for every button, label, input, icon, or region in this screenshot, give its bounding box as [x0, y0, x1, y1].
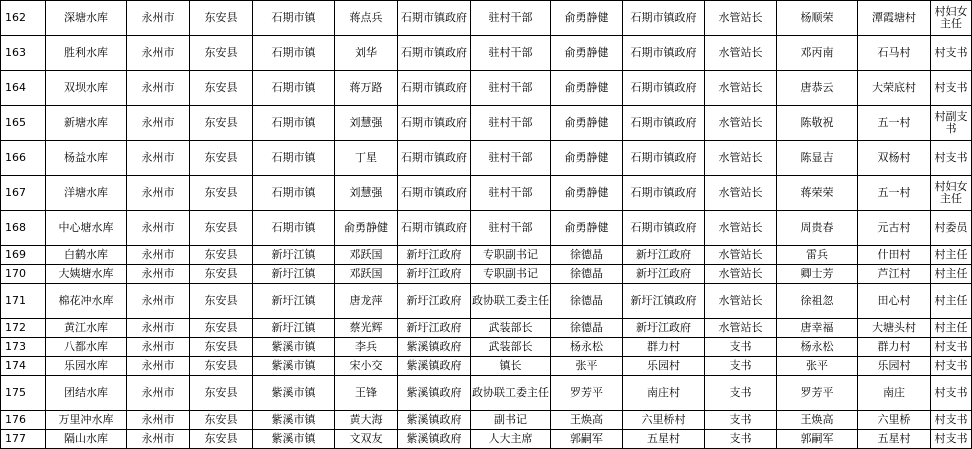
person-position-cell: 驻村干部 — [471, 176, 551, 211]
reservoir-name-cell: 黄江水库 — [46, 319, 127, 338]
responsible-person-cell: 俞勇静健 — [335, 211, 398, 246]
row-number-cell: 175 — [1, 376, 46, 411]
city-cell: 永州市 — [127, 265, 190, 284]
tech-unit-cell: 石期市镇政府 — [623, 36, 705, 71]
responsible-person-cell: 文双友 — [335, 430, 398, 449]
row-number-cell: 168 — [1, 211, 46, 246]
manager-position-cell: 支书 — [705, 338, 777, 357]
manager-position-cell: 水管站长 — [705, 265, 777, 284]
manager-position-cell: 水管站长 — [705, 1, 777, 36]
county-cell: 东安县 — [190, 176, 253, 211]
tech-lead-cell: 徐德晶 — [551, 284, 623, 319]
table-row — [1, 246, 972, 265]
patrol-person-cell: 郭嗣军 — [777, 430, 858, 449]
town-cell: 紫溪市镇 — [253, 411, 335, 430]
tech-lead-cell: 俞勇静健 — [551, 141, 623, 176]
tech-unit-cell: 南庄村 — [623, 376, 705, 411]
tech-unit-cell: 乐园村 — [623, 357, 705, 376]
village-cell: 石马村 — [858, 36, 931, 71]
county-cell: 东安县 — [190, 36, 253, 71]
village-cell: 什田村 — [858, 246, 931, 265]
manager-position-cell: 水管站长 — [705, 141, 777, 176]
person-unit-cell: 石期市镇政府 — [398, 141, 471, 176]
table-row — [1, 36, 972, 71]
manager-position-cell: 水管站长 — [705, 106, 777, 141]
town-cell: 新圩江镇 — [253, 246, 335, 265]
reservoir-name-cell: 乐园水库 — [46, 357, 127, 376]
person-unit-cell: 紫溪镇政府 — [398, 376, 471, 411]
tech-lead-cell: 张平 — [551, 357, 623, 376]
responsible-person-cell: 蔡光辉 — [335, 319, 398, 338]
reservoir-name-cell: 双坝水库 — [46, 71, 127, 106]
manager-position-cell: 支书 — [705, 376, 777, 411]
person-position-cell: 驻村干部 — [471, 36, 551, 71]
town-cell: 石期市镇 — [253, 176, 335, 211]
responsible-person-cell: 丁星 — [335, 141, 398, 176]
town-cell: 紫溪市镇 — [253, 430, 335, 449]
responsible-person-cell: 宋小交 — [335, 357, 398, 376]
patrol-person-cell: 卿士芳 — [777, 265, 858, 284]
row-number-cell: 162 — [1, 1, 46, 36]
table-row — [1, 106, 972, 141]
county-cell: 东安县 — [190, 265, 253, 284]
tech-lead-cell: 徐德晶 — [551, 265, 623, 284]
tech-unit-cell: 石期市镇政府 — [623, 176, 705, 211]
patrol-person-cell: 邓丙南 — [777, 36, 858, 71]
tech-unit-cell: 群力村 — [623, 338, 705, 357]
tech-lead-cell: 郭嗣军 — [551, 430, 623, 449]
city-cell: 永州市 — [127, 176, 190, 211]
tech-lead-cell: 俞勇静健 — [551, 211, 623, 246]
reservoir-name-cell: 杨益水库 — [46, 141, 127, 176]
town-cell: 紫溪市镇 — [253, 376, 335, 411]
town-cell: 新圩江镇 — [253, 284, 335, 319]
tech-lead-cell: 徐德晶 — [551, 319, 623, 338]
person-position-cell: 驻村干部 — [471, 141, 551, 176]
table-row — [1, 357, 972, 376]
person-unit-cell: 新圩江政府 — [398, 284, 471, 319]
patrol-person-cell: 周贵春 — [777, 211, 858, 246]
city-cell: 永州市 — [127, 71, 190, 106]
patrol-position-cell: 村主任 — [931, 265, 972, 284]
responsible-person-cell: 邓跃国 — [335, 246, 398, 265]
person-unit-cell: 石期市镇政府 — [398, 71, 471, 106]
person-position-cell: 驻村干部 — [471, 71, 551, 106]
responsible-person-cell: 李兵 — [335, 338, 398, 357]
responsible-person-cell: 黄大海 — [335, 411, 398, 430]
reservoir-name-cell: 隔山水库 — [46, 430, 127, 449]
city-cell: 永州市 — [127, 246, 190, 265]
manager-position-cell: 支书 — [705, 430, 777, 449]
city-cell: 永州市 — [127, 106, 190, 141]
patrol-person-cell: 杨永松 — [777, 338, 858, 357]
county-cell: 东安县 — [190, 376, 253, 411]
city-cell: 永州市 — [127, 430, 190, 449]
reservoir-name-cell: 八都水库 — [46, 338, 127, 357]
patrol-person-cell: 蒋荣荣 — [777, 176, 858, 211]
table-row — [1, 430, 972, 449]
responsible-person-cell: 刘华 — [335, 36, 398, 71]
person-position-cell: 副书记 — [471, 411, 551, 430]
row-number-cell: 169 — [1, 246, 46, 265]
city-cell: 永州市 — [127, 319, 190, 338]
patrol-person-cell: 唐恭云 — [777, 71, 858, 106]
person-unit-cell: 石期市镇政府 — [398, 211, 471, 246]
patrol-position-cell: 村支书 — [931, 376, 972, 411]
manager-position-cell: 水管站长 — [705, 284, 777, 319]
city-cell: 永州市 — [127, 1, 190, 36]
manager-position-cell: 水管站长 — [705, 319, 777, 338]
table-row — [1, 411, 972, 430]
row-number-cell: 164 — [1, 71, 46, 106]
table-row — [1, 71, 972, 106]
town-cell: 新圩江镇 — [253, 319, 335, 338]
tech-unit-cell: 石期市镇政府 — [623, 211, 705, 246]
tech-unit-cell: 石期市镇政府 — [623, 71, 705, 106]
table-row — [1, 176, 972, 211]
responsible-person-cell: 蒋点兵 — [335, 1, 398, 36]
village-cell: 六里桥 — [858, 411, 931, 430]
row-number-cell: 170 — [1, 265, 46, 284]
village-cell: 乐园村 — [858, 357, 931, 376]
person-unit-cell: 紫溪镇政府 — [398, 430, 471, 449]
responsible-person-cell: 王锋 — [335, 376, 398, 411]
manager-position-cell: 支书 — [705, 411, 777, 430]
manager-position-cell: 水管站长 — [705, 246, 777, 265]
row-number-cell: 163 — [1, 36, 46, 71]
town-cell: 石期市镇 — [253, 141, 335, 176]
county-cell: 东安县 — [190, 357, 253, 376]
person-position-cell: 专职副书记 — [471, 265, 551, 284]
responsible-person-cell: 蒋万路 — [335, 71, 398, 106]
person-unit-cell: 紫溪镇政府 — [398, 357, 471, 376]
county-cell: 东安县 — [190, 106, 253, 141]
tech-lead-cell: 杨永松 — [551, 338, 623, 357]
manager-position-cell: 水管站长 — [705, 36, 777, 71]
village-cell: 南庄 — [858, 376, 931, 411]
reservoir-name-cell: 棉花冲水库 — [46, 284, 127, 319]
city-cell: 永州市 — [127, 284, 190, 319]
patrol-position-cell: 村妇女主任 — [931, 176, 972, 211]
table-row — [1, 319, 972, 338]
person-unit-cell: 石期市镇政府 — [398, 106, 471, 141]
village-cell: 五一村 — [858, 176, 931, 211]
tech-lead-cell: 俞勇静健 — [551, 1, 623, 36]
patrol-position-cell: 村支书 — [931, 338, 972, 357]
tech-lead-cell: 俞勇静健 — [551, 106, 623, 141]
table-row — [1, 1, 972, 36]
tech-lead-cell: 俞勇静健 — [551, 176, 623, 211]
reservoir-name-cell: 白鹤水库 — [46, 246, 127, 265]
town-cell: 石期市镇 — [253, 211, 335, 246]
row-number-cell: 167 — [1, 176, 46, 211]
village-cell: 群力村 — [858, 338, 931, 357]
person-position-cell: 镇长 — [471, 357, 551, 376]
reservoir-name-cell: 深塘水库 — [46, 1, 127, 36]
person-position-cell: 政协联工委主任 — [471, 376, 551, 411]
village-cell: 田心村 — [858, 284, 931, 319]
city-cell: 永州市 — [127, 411, 190, 430]
town-cell: 新圩江镇 — [253, 265, 335, 284]
patrol-position-cell: 村支书 — [931, 411, 972, 430]
patrol-position-cell: 村委员 — [931, 211, 972, 246]
manager-position-cell: 水管站长 — [705, 211, 777, 246]
row-number-cell: 165 — [1, 106, 46, 141]
village-cell: 大荣底村 — [858, 71, 931, 106]
patrol-person-cell: 罗芳平 — [777, 376, 858, 411]
patrol-person-cell: 陈敬祝 — [777, 106, 858, 141]
village-cell: 五星村 — [858, 430, 931, 449]
tech-unit-cell: 石期市镇政府 — [623, 141, 705, 176]
patrol-person-cell: 杨顺荣 — [777, 1, 858, 36]
person-position-cell: 驻村干部 — [471, 106, 551, 141]
tech-unit-cell: 六里桥村 — [623, 411, 705, 430]
patrol-person-cell: 陈显吉 — [777, 141, 858, 176]
patrol-position-cell: 村支书 — [931, 71, 972, 106]
manager-position-cell: 水管站长 — [705, 176, 777, 211]
person-position-cell: 武装部长 — [471, 319, 551, 338]
tech-lead-cell: 俞勇静健 — [551, 71, 623, 106]
tech-lead-cell: 俞勇静健 — [551, 36, 623, 71]
county-cell: 东安县 — [190, 141, 253, 176]
table-row — [1, 211, 972, 246]
patrol-position-cell: 村主任 — [931, 284, 972, 319]
row-number-cell: 171 — [1, 284, 46, 319]
patrol-person-cell: 雷兵 — [777, 246, 858, 265]
table-row — [1, 338, 972, 357]
city-cell: 永州市 — [127, 36, 190, 71]
reservoir-name-cell: 中心塘水库 — [46, 211, 127, 246]
person-unit-cell: 新圩江政府 — [398, 265, 471, 284]
city-cell: 永州市 — [127, 141, 190, 176]
person-position-cell: 政协联工委主任 — [471, 284, 551, 319]
patrol-position-cell: 村支书 — [931, 141, 972, 176]
person-unit-cell: 石期市镇政府 — [398, 36, 471, 71]
table-row — [1, 141, 972, 176]
county-cell: 东安县 — [190, 284, 253, 319]
county-cell: 东安县 — [190, 411, 253, 430]
table-row — [1, 376, 972, 411]
responsible-person-cell: 刘慧强 — [335, 106, 398, 141]
county-cell: 东安县 — [190, 319, 253, 338]
manager-position-cell: 支书 — [705, 357, 777, 376]
person-unit-cell: 新圩江政府 — [398, 246, 471, 265]
row-number-cell: 166 — [1, 141, 46, 176]
village-cell: 大塘头村 — [858, 319, 931, 338]
tech-lead-cell: 罗芳平 — [551, 376, 623, 411]
county-cell: 东安县 — [190, 211, 253, 246]
person-position-cell: 武装部长 — [471, 338, 551, 357]
row-number-cell: 176 — [1, 411, 46, 430]
table-body — [1, 1, 972, 449]
tech-unit-cell: 新圩江镇政府 — [623, 284, 705, 319]
tech-unit-cell: 五星村 — [623, 430, 705, 449]
person-position-cell: 人大主席 — [471, 430, 551, 449]
town-cell: 石期市镇 — [253, 71, 335, 106]
patrol-position-cell: 村主任 — [931, 246, 972, 265]
county-cell: 东安县 — [190, 338, 253, 357]
reservoir-name-cell: 新塘水库 — [46, 106, 127, 141]
town-cell: 石期市镇 — [253, 1, 335, 36]
patrol-position-cell: 村副支书 — [931, 106, 972, 141]
patrol-position-cell: 村妇女主任 — [931, 1, 972, 36]
person-position-cell: 专职副书记 — [471, 246, 551, 265]
town-cell: 紫溪市镇 — [253, 357, 335, 376]
person-unit-cell: 石期市镇政府 — [398, 1, 471, 36]
table-row — [1, 284, 972, 319]
patrol-person-cell: 徐祖忽 — [777, 284, 858, 319]
reservoir-name-cell: 胜利水库 — [46, 36, 127, 71]
tech-unit-cell: 石期市镇政府 — [623, 1, 705, 36]
reservoir-name-cell: 万里冲水库 — [46, 411, 127, 430]
patrol-position-cell: 村主任 — [931, 319, 972, 338]
reservoir-name-cell: 洋塘水库 — [46, 176, 127, 211]
responsible-person-cell: 刘慧强 — [335, 176, 398, 211]
city-cell: 永州市 — [127, 376, 190, 411]
row-number-cell: 173 — [1, 338, 46, 357]
person-position-cell: 驻村干部 — [471, 211, 551, 246]
county-cell: 东安县 — [190, 71, 253, 106]
tech-unit-cell: 新圩江政府 — [623, 246, 705, 265]
county-cell: 东安县 — [190, 246, 253, 265]
tech-unit-cell: 新圩江政府 — [623, 319, 705, 338]
village-cell: 潭霞塘村 — [858, 1, 931, 36]
patrol-person-cell: 唐幸福 — [777, 319, 858, 338]
county-cell: 东安县 — [190, 1, 253, 36]
village-cell: 芦江村 — [858, 265, 931, 284]
patrol-person-cell: 张平 — [777, 357, 858, 376]
town-cell: 石期市镇 — [253, 106, 335, 141]
responsible-person-cell: 邓跃国 — [335, 265, 398, 284]
tech-lead-cell: 王焕高 — [551, 411, 623, 430]
patrol-person-cell: 王焕高 — [777, 411, 858, 430]
responsible-person-cell: 唐龙萍 — [335, 284, 398, 319]
tech-unit-cell: 新圩江政府 — [623, 265, 705, 284]
patrol-position-cell: 村支书 — [931, 430, 972, 449]
town-cell: 石期市镇 — [253, 36, 335, 71]
row-number-cell: 172 — [1, 319, 46, 338]
patrol-position-cell: 村支书 — [931, 357, 972, 376]
person-unit-cell: 紫溪镇政府 — [398, 411, 471, 430]
tech-unit-cell: 石期市镇政府 — [623, 106, 705, 141]
row-number-cell: 174 — [1, 357, 46, 376]
tech-lead-cell: 徐德晶 — [551, 246, 623, 265]
manager-position-cell: 水管站长 — [705, 71, 777, 106]
reservoir-name-cell: 大姨塘水库 — [46, 265, 127, 284]
person-unit-cell: 石期市镇政府 — [398, 176, 471, 211]
village-cell: 双杨村 — [858, 141, 931, 176]
city-cell: 永州市 — [127, 211, 190, 246]
person-unit-cell: 新圩江政府 — [398, 319, 471, 338]
village-cell: 五一村 — [858, 106, 931, 141]
table-row — [1, 265, 972, 284]
city-cell: 永州市 — [127, 338, 190, 357]
row-number-cell: 177 — [1, 430, 46, 449]
county-cell: 东安县 — [190, 430, 253, 449]
town-cell: 紫溪市镇 — [253, 338, 335, 357]
reservoir-name-cell: 团结水库 — [46, 376, 127, 411]
city-cell: 永州市 — [127, 357, 190, 376]
person-position-cell: 驻村干部 — [471, 1, 551, 36]
patrol-position-cell: 村支书 — [931, 36, 972, 71]
village-cell: 元古村 — [858, 211, 931, 246]
person-unit-cell: 紫溪镇政府 — [398, 338, 471, 357]
